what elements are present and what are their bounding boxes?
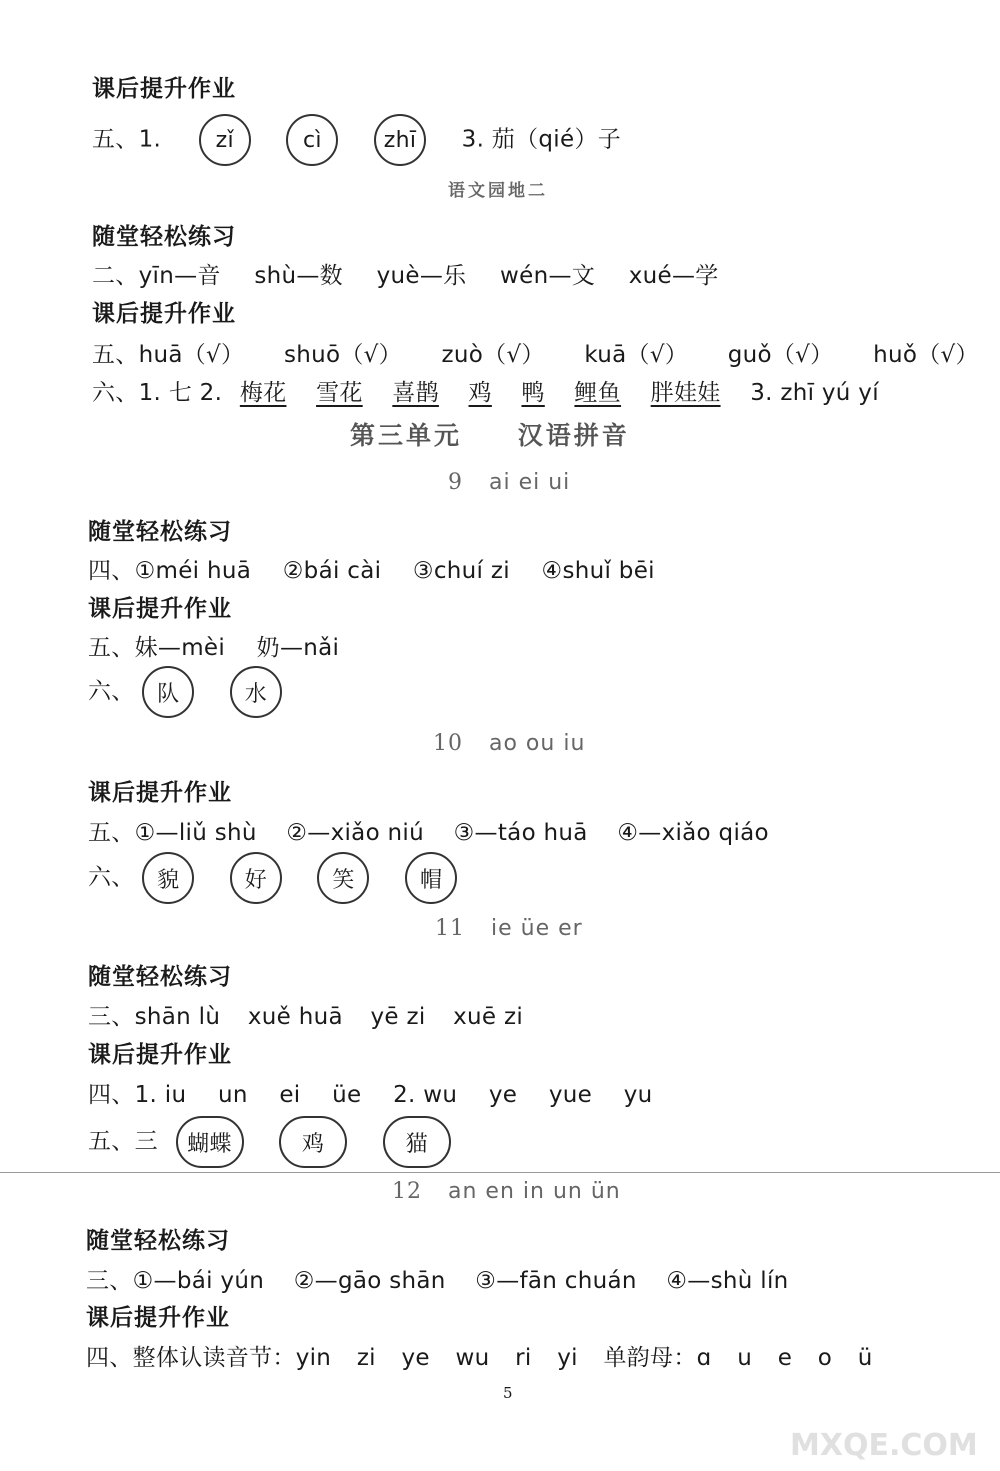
answer-text: yi <box>557 1345 578 1371</box>
answer-line <box>88 814 769 847</box>
answer-text: xuě huā <box>247 1004 343 1030</box>
lesson-name: an en in un ün <box>448 1179 621 1204</box>
unit-name: 汉语拼音 <box>517 421 630 450</box>
section-title: 语文园地二 <box>448 181 548 201</box>
answer-text: 2. wu <box>393 1082 458 1108</box>
section-heading: 课后提升作业 <box>88 1042 232 1068</box>
answer-text: yuè—乐 <box>376 263 467 289</box>
answer-text: ②—gāo shān <box>293 1268 446 1294</box>
circled-answer: 蝴蝶 <box>176 1116 244 1168</box>
lesson-number: 11 <box>435 916 465 941</box>
answer-text: 五、①—liǔ shù <box>88 820 257 846</box>
answer-text: 四、整体认读音节：yin <box>86 1345 332 1371</box>
answer-text: guǒ（√） <box>727 342 834 368</box>
answer-text: ye <box>488 1082 518 1108</box>
answer-text: ③—fān chuán <box>475 1268 637 1294</box>
answer-text: 二、yīn—音 <box>92 263 221 289</box>
answer-text: yu <box>623 1082 653 1108</box>
lesson-title <box>392 1179 621 1204</box>
divider <box>0 1172 1000 1173</box>
answer-text: ④shuǐ bēi <box>541 558 655 584</box>
lesson-number: 12 <box>392 1179 422 1204</box>
answer-text: ②bái cài <box>282 558 382 584</box>
answer-text: zi <box>356 1345 376 1371</box>
circled-answer: 笑 <box>317 852 369 904</box>
answer-prefix: 五、1. <box>92 126 162 153</box>
underlined-word: 梅花 <box>239 380 287 406</box>
circled-answer: 貌 <box>142 852 194 904</box>
underlined-word: 鸡 <box>468 380 492 406</box>
section-heading: 课后提升作业 <box>92 76 236 102</box>
circled-answer: zǐ <box>199 114 251 166</box>
answer-text: ye <box>401 1345 430 1371</box>
answer-text: huǒ（√） <box>873 342 979 368</box>
lesson-title <box>448 470 570 495</box>
answer-text: xué—学 <box>628 263 719 289</box>
lesson-number: 10 <box>433 731 463 756</box>
circled-answer: 队 <box>142 666 194 718</box>
answer-line <box>92 336 979 369</box>
answer-prefix: 五、三 <box>88 1128 158 1155</box>
page-number: 5 <box>503 1384 513 1402</box>
answer-text: 奶—nǎi <box>256 635 340 661</box>
section-heading: 课后提升作业 <box>88 780 232 806</box>
answer-text: e <box>777 1345 793 1371</box>
answer-text: 三、shān lù <box>88 1004 221 1030</box>
answer-line <box>88 629 339 662</box>
answer-text: ei <box>279 1082 301 1108</box>
underlined-word: 胖娃娃 <box>650 380 721 406</box>
section-heading: 随堂轻松练习 <box>88 964 232 990</box>
answer-line <box>92 374 879 407</box>
underlined-word: 鲤鱼 <box>574 380 622 406</box>
answer-text: 五、huā（√） <box>92 342 245 368</box>
underlined-word: 雪花 <box>316 380 363 406</box>
answer-text: ③—táo huā <box>453 820 588 846</box>
answer-text: zuò（√） <box>441 342 545 368</box>
circled-answer: zhī <box>374 114 426 166</box>
answer-text: ④—shù lín <box>666 1268 789 1294</box>
answer-text: o <box>817 1345 833 1371</box>
lesson-name: ie üe er <box>491 916 583 941</box>
answer-text: wén—文 <box>500 263 596 289</box>
lesson-title <box>433 731 585 756</box>
answer-text: 3. zhī yú yí <box>750 380 879 406</box>
circled-answer: 猫 <box>383 1116 451 1168</box>
answer-line <box>86 1339 873 1372</box>
answer-text: ri <box>515 1345 532 1371</box>
answer-line <box>88 552 655 585</box>
answer-line <box>88 852 485 904</box>
answer-text: un <box>217 1082 248 1108</box>
unit-title <box>350 416 630 452</box>
circled-answer: 好 <box>230 852 282 904</box>
section-heading: 随堂轻松练习 <box>92 224 236 250</box>
answer-text: 单韵母：ɑ <box>603 1345 712 1371</box>
answer-text: yē zi <box>370 1004 426 1030</box>
answer-prefix: 六、1. 七 2. <box>92 380 223 406</box>
answer-text: ②—xiǎo niú <box>286 820 425 846</box>
section-heading: 课后提升作业 <box>92 301 236 327</box>
answer-text: 三、①—bái yún <box>86 1268 265 1294</box>
answer-text: 五、妹—mèi <box>88 635 226 661</box>
answer-text: ③chuí zi <box>412 558 510 584</box>
circled-answer: 水 <box>230 666 282 718</box>
circled-answer: 帽 <box>405 852 457 904</box>
lesson-title <box>435 916 583 941</box>
section-heading: 课后提升作业 <box>86 1305 230 1331</box>
lesson-name: ai ei ui <box>489 470 571 495</box>
answer-line <box>88 1076 653 1109</box>
watermark: MXQE.COM <box>790 1428 978 1463</box>
answer-line <box>92 114 621 166</box>
unit-number: 第三单元 <box>350 421 463 450</box>
section-heading: 课后提升作业 <box>88 596 232 622</box>
answer-line <box>88 666 310 718</box>
lesson-number: 9 <box>448 470 463 495</box>
answer-line <box>86 1262 789 1295</box>
answer-text: wu <box>455 1345 490 1371</box>
answer-text: yue <box>548 1082 593 1108</box>
underlined-word: 喜鹊 <box>392 380 439 406</box>
answer-text: ④—xiǎo qiáo <box>617 820 769 846</box>
answer-text: shù—数 <box>254 263 343 289</box>
answer-text: 3. 茄（qié）子 <box>461 126 622 153</box>
lesson-name: ao ou iu <box>489 731 586 756</box>
answer-text: ü <box>857 1345 873 1371</box>
answer-text: üe <box>332 1082 362 1108</box>
answer-line <box>88 1116 479 1168</box>
answer-text: kuā（√） <box>584 342 689 368</box>
answer-text: shuō（√） <box>283 342 402 368</box>
answer-text: u <box>737 1345 753 1371</box>
answer-line <box>88 998 523 1031</box>
answer-text: 四、①méi huā <box>88 558 252 584</box>
answer-line <box>92 257 719 290</box>
answer-text: 四、1. iu <box>88 1082 187 1108</box>
circled-answer: cì <box>286 114 338 166</box>
section-heading: 随堂轻松练习 <box>88 519 232 545</box>
answer-text: xuē zi <box>453 1004 524 1030</box>
answer-prefix: 六、 <box>88 678 135 705</box>
circled-answer: 鸡 <box>279 1116 347 1168</box>
answer-prefix: 六、 <box>88 864 135 891</box>
section-heading: 随堂轻松练习 <box>86 1228 230 1254</box>
underlined-word: 鸭 <box>521 380 545 406</box>
